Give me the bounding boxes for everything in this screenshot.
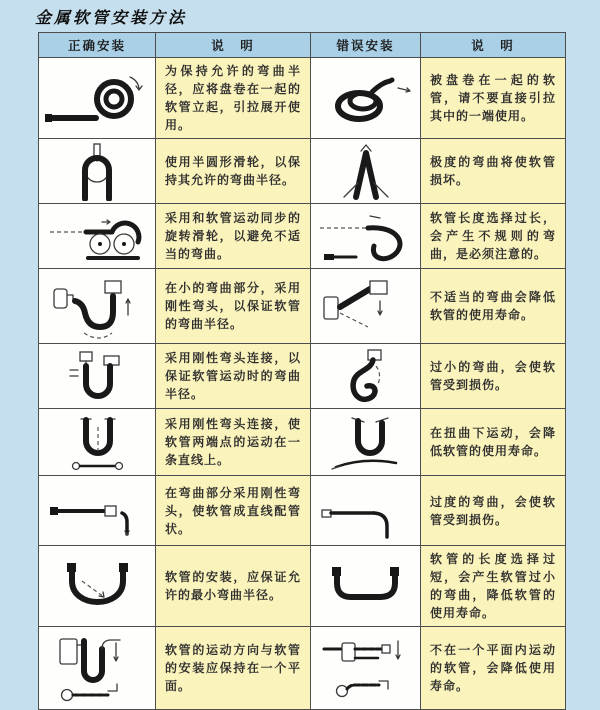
coiled-hose-standing-icon [42, 64, 152, 132]
wrong-description: 软管长度选择过长，会产生不规则的弯曲，是必须注意的。 [421, 204, 566, 269]
hose-wide-u-minimum-radius-icon [42, 555, 152, 617]
hose-motion-in-single-plane-icon [42, 629, 152, 707]
table-row [39, 204, 566, 269]
wrong-image-cell [311, 546, 421, 627]
correct-image-cell [39, 344, 156, 409]
correct-description: 为保持允许的弯曲半径，应将盘卷在一起的软管立起，引拉展开使用。 [156, 58, 311, 139]
table-row [39, 476, 566, 546]
hose-over-semicircular-pulley-icon [42, 141, 152, 201]
wrong-image-cell [311, 627, 421, 710]
wrong-description: 在扭曲下运动，会降低软管的使用寿命。 [421, 409, 566, 476]
wrong-description: 不在一个平面内运动的软管，会降低使用寿命。 [421, 627, 566, 710]
correct-image-cell [39, 204, 156, 269]
correct-description: 使用半圆形滑轮，以保持其允许的弯曲半径。 [156, 139, 311, 204]
wrong-image-cell [311, 139, 421, 204]
wrong-description: 被盘卷在一起的软管，请不要直接引拉其中的一端使用。 [421, 58, 566, 139]
hose-u-loop-rigid-elbow-connection-icon [42, 346, 152, 406]
wrong-description: 过度的弯曲，会使软管受到损伤。 [421, 476, 566, 546]
correct-description: 在小的弯曲部分，采用刚性弯头，以保证软管的弯曲半径。 [156, 269, 311, 344]
table-row [39, 409, 566, 476]
hose-on-synchronized-rollers-icon [42, 206, 152, 266]
hose-motion-out-of-plane-icon [314, 629, 418, 707]
wrong-description: 软管的长度选择过短，会产生软管过小的弯曲，降低软管的使用寿命。 [421, 546, 566, 627]
correct-description: 软管的安装，应保证允许的最小弯曲半径。 [156, 546, 311, 627]
correct-description: 软管的运动方向与软管的安装应保持在一个平面。 [156, 627, 311, 710]
wrong-image-cell [311, 269, 421, 344]
coiled-hose-end-pulled-icon [314, 64, 418, 132]
correct-image-cell [39, 269, 156, 344]
installation-table [38, 32, 566, 710]
table-row [39, 344, 566, 409]
wrong-image-cell [311, 58, 421, 139]
table-row [39, 546, 566, 627]
header-correct-description: 说 明 [156, 33, 311, 58]
hose-too-small-hook-bend-icon [314, 346, 418, 406]
correct-image-cell [39, 627, 156, 710]
correct-image-cell [39, 58, 156, 139]
correct-description: 在弯曲部分采用刚性弯头，使软管成直线配管状。 [156, 476, 311, 546]
correct-image-cell [39, 476, 156, 546]
table-row [39, 58, 566, 139]
hose-too-long-irregular-loop-icon [314, 206, 418, 266]
correct-description: 采用和软管运动同步的旋转滑轮，以避免不适当的弯曲。 [156, 204, 311, 269]
wrong-description: 不适当的弯曲会降低软管的使用寿命。 [421, 269, 566, 344]
correct-image-cell [39, 409, 156, 476]
page-title: 金属软管安装方法 [35, 8, 188, 27]
header-row [39, 33, 566, 58]
correct-image-cell [39, 546, 156, 627]
table-row [39, 139, 566, 204]
wrong-image-cell [311, 476, 421, 546]
wrong-image-cell [311, 409, 421, 476]
hose-too-short-flat-u-icon [314, 555, 418, 617]
table-row [39, 627, 566, 710]
wrong-description: 过小的弯曲，会使软管受到损伤。 [421, 344, 566, 409]
hose-u-loop-twisted-motion-icon [314, 411, 418, 473]
hose-straight-run-with-rigid-elbow-icon [42, 479, 152, 543]
header-wrong-install: 错误安装 [311, 33, 421, 58]
correct-description: 采用刚性弯头连接，使软管两端点的运动在一条直线上。 [156, 409, 311, 476]
correct-description: 采用刚性弯头连接，以保证软管运动时的弯曲半径。 [156, 344, 311, 409]
correct-image-cell [39, 139, 156, 204]
hose-overbent-end-icon [314, 479, 418, 543]
hose-extreme-sharp-bend-icon [314, 141, 418, 201]
table-row [39, 269, 566, 344]
hose-s-curve-with-rigid-elbows-icon [42, 271, 152, 341]
hose-u-loop-inline-motion-icon [42, 411, 152, 473]
header-wrong-description: 说 明 [421, 33, 566, 58]
header-correct-install: 正确安装 [39, 33, 156, 58]
wrong-description: 极度的弯曲将使软管损坏。 [421, 139, 566, 204]
wrong-image-cell [311, 204, 421, 269]
hose-improper-sharp-bend-at-fitting-icon [314, 271, 418, 341]
wrong-image-cell [311, 344, 421, 409]
